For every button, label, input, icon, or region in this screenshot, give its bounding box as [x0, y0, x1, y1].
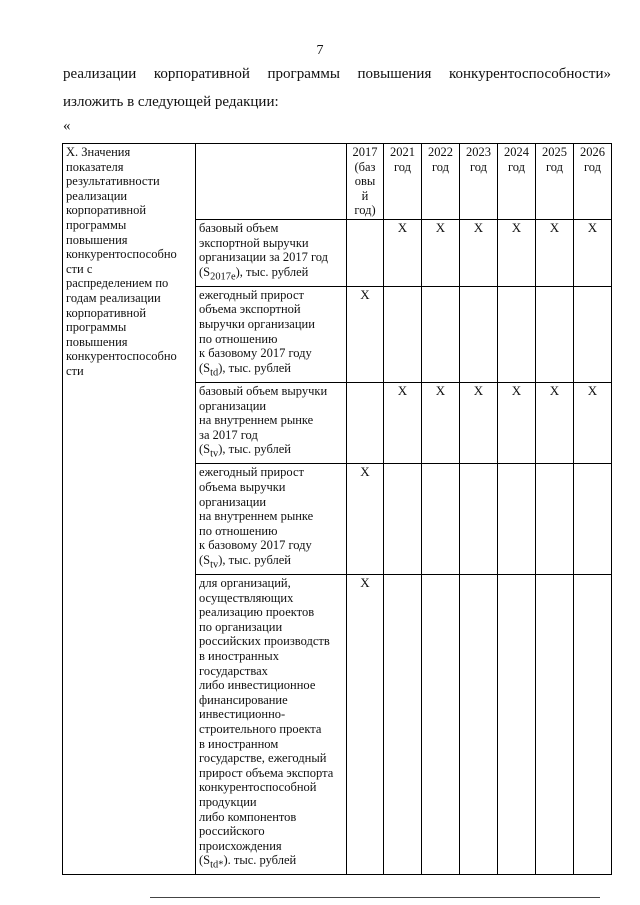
indicator-text: ежегодный прирост объема выручки организации на внутреннем рынке по отношению к базовому 2017 году: [199, 465, 314, 553]
mark-cell: [422, 286, 460, 382]
mark-cell: [422, 464, 460, 575]
mark-cell: X: [347, 575, 384, 875]
indicator-text: для организаций, осуществляющих реализацию проектов по организации российских производств в иностранных государствах либо инвестиционное финансирование инвестиционно- строительного проекта в иностранном государстве, ежегодный прирост объема экспорта конкурентоспособной продукции либо компонентов российского происхождения: [199, 576, 334, 853]
year-header-2022: 2022 год: [422, 144, 460, 220]
mark-cell: [347, 382, 384, 463]
indicator-unit: ). тыс. рублей: [223, 853, 297, 868]
intro-line-1: [63, 66, 611, 83]
indicator-values-table: [62, 143, 612, 875]
mark-cell: X: [536, 219, 574, 286]
indicator-text: базовый объем экспортной выручки организации за 2017 год: [199, 220, 329, 265]
indicator-subscript: td: [210, 367, 219, 379]
year-header-2025: 2025 год: [536, 144, 574, 220]
page-number: 7: [316, 43, 324, 58]
indicator-subscript: tv: [210, 559, 219, 571]
year-header-2017: 2017 (баз овы й год): [347, 144, 384, 220]
mark-cell: [460, 464, 498, 575]
mark-cell: [347, 219, 384, 286]
intro-line-2: изложить в следующей редакции:: [63, 94, 279, 110]
indicator-unit: ), тыс. рублей: [218, 442, 292, 457]
mark-cell: X: [574, 219, 612, 286]
mark-cell: [384, 286, 422, 382]
mark-cell: [574, 286, 612, 382]
header-row: [63, 144, 612, 220]
indicator-unit: ), тыс. рублей: [218, 360, 292, 375]
opening-quote: «: [63, 118, 71, 134]
mark-cell: X: [347, 286, 384, 382]
year-header-2023: 2023 год: [460, 144, 498, 220]
mark-cell: [498, 286, 536, 382]
mark-cell: [536, 286, 574, 382]
mark-cell: [536, 575, 574, 875]
indicator-symbol: S: [203, 853, 211, 868]
intro-word: повышения: [357, 66, 432, 82]
indicator-unit: ), тыс. рублей: [235, 264, 309, 279]
indicator-subscript: td*: [210, 859, 224, 871]
indicator-text: ежегодный прирост объема экспортной выручки организации по отношению к базовому 2017 году: [199, 287, 315, 361]
indicator-cell: ежегодный прирост объема экспортной выручки организации по отношению к базовому 2017 году $(S_{td})$, тыс. рублей: [196, 286, 347, 382]
mark-cell: X: [460, 219, 498, 286]
mark-cell: [498, 464, 536, 575]
mark-cell: [536, 464, 574, 575]
mark-cell: [460, 286, 498, 382]
mark-cell: X: [384, 219, 422, 286]
mark-cell: X: [384, 382, 422, 463]
mark-cell: [460, 575, 498, 875]
indicator-text: базовый объем выручки организации на внутреннем рынке за 2017 год: [199, 383, 328, 442]
header-blank-cell: [196, 144, 347, 220]
indicator-symbol: S: [203, 264, 211, 279]
indicator-section-label: X. Значения показателя результативности реализации корпоративной программы повышения конкурентоспособно сти с распределением по годам реализации корпоративной программы повышения конкурентоспособно сти: [63, 144, 196, 875]
mark-cell: X: [347, 464, 384, 575]
mark-cell: X: [498, 219, 536, 286]
mark-cell: [498, 575, 536, 875]
indicator-symbol: S: [203, 360, 211, 375]
intro-word: конкурентоспособности»: [448, 66, 611, 82]
intro-word: реализации: [63, 66, 137, 82]
year-header-2024: 2024 год: [498, 144, 536, 220]
mark-cell: X: [574, 382, 612, 463]
year-header-2021: 2021 год: [384, 144, 422, 220]
indicator-symbol: S: [203, 552, 211, 567]
indicator-cell: ежегодный прирост объема выручки организации на внутреннем рынке по отношению к базовому 2017 году $(S_{tv})$, тыс. рублей: [196, 464, 347, 575]
indicator-unit: ), тыс. рублей: [218, 552, 292, 567]
mark-cell: [384, 575, 422, 875]
indicator-symbol: S: [203, 442, 211, 457]
mark-cell: X: [498, 382, 536, 463]
indicator-cell: базовый объем экспортной выручки организации за 2017 год $(S_{2017e})$, тыс. рублей: [196, 219, 347, 286]
mark-cell: [422, 575, 460, 875]
mark-cell: X: [422, 219, 460, 286]
mark-cell: [574, 575, 612, 875]
intro-word: программы: [267, 66, 340, 82]
indicator-subscript: 2017e: [210, 271, 236, 283]
bottom-rule: [150, 897, 600, 898]
mark-cell: [574, 464, 612, 575]
indicator-cell: базовый объем выручки организации на внутреннем рынке за 2017 год $(S_{tv})$, тыс. рублей: [196, 382, 347, 463]
mark-cell: X: [460, 382, 498, 463]
mark-cell: X: [536, 382, 574, 463]
intro-word: корпоративной: [153, 66, 250, 82]
mark-cell: [384, 464, 422, 575]
year-header-2026: 2026 год: [574, 144, 612, 220]
indicator-subscript: tv: [210, 448, 219, 460]
indicator-cell: для организаций, осуществляющих реализацию проектов по организации российских производств в иностранных государствах либо инвестиционное финансирование инвестиционно- строительного проекта в иностранном государстве, ежегодный прирост объема экспорта конкурентоспособной продукции либо компонентов российского происхождения $(S_{td*})$. тыс. рублей: [196, 575, 347, 875]
mark-cell: X: [422, 382, 460, 463]
